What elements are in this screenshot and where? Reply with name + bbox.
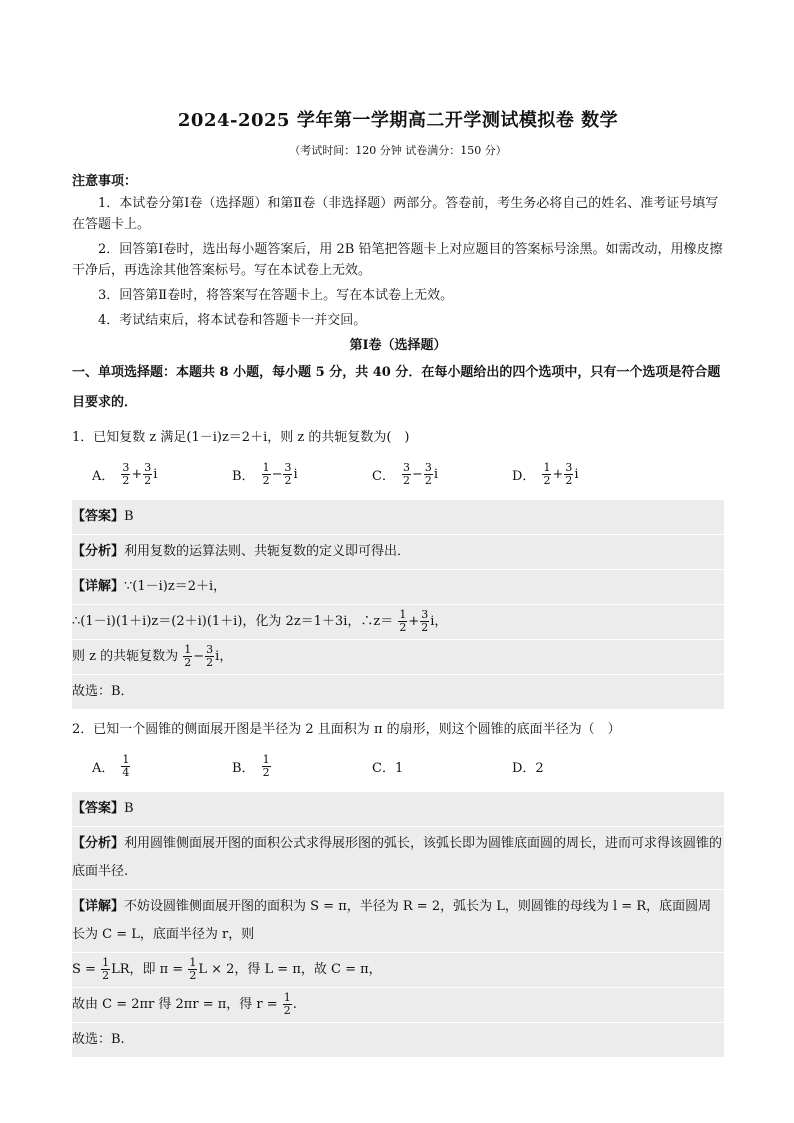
option-b: B． $\frac{1}{2}$ − $\frac{3}{2}$ i — [232, 460, 298, 487]
question-1-options — [92, 454, 724, 494]
conclusion-line: 故选：B. — [72, 1023, 724, 1058]
fraction: $\frac{3}{2}$ — [122, 460, 130, 487]
detail-line-3: 则 z 的共轭复数为 $\frac{1}{2}$ − $\frac{3}{2}$ i， — [72, 640, 724, 675]
fraction: $\frac{1}{2}$ — [262, 460, 270, 487]
option-a: A． $\frac{1}{4}$ — [92, 752, 130, 779]
fraction: $\frac{1}{2}$ — [262, 752, 270, 779]
page-title: 2024-2025 学年第一学期高二开学测试模拟卷 数学 — [177, 110, 619, 131]
detail-line-2: S = $\frac{1}{2}$ LR，即 π = $\frac{1}{2}$ L × 2，得 L = π，故 C = π， — [72, 953, 724, 988]
fraction: $\frac{1}{2}$ — [283, 991, 291, 1017]
notice-heading: 注意事项： — [72, 174, 138, 189]
fraction: $\frac{3}{2}$ — [206, 643, 214, 669]
question-2-options — [92, 746, 724, 786]
section-lead: 一、单项选择题： — [72, 365, 177, 380]
question-2-solution — [72, 792, 724, 1058]
analysis-line: 【分析】利用复数的运算法则、共轭复数的定义即可得出． — [72, 535, 724, 570]
option-d: D． $\frac{1}{2}$ + $\frac{3}{2}$ i — [512, 460, 579, 487]
exam-page — [72, 100, 724, 1058]
option-d: D．2 — [512, 760, 544, 776]
exam-info: （考试时间：120 分钟 试卷满分：150 分） — [289, 144, 507, 157]
fraction: $\frac{3}{2}$ — [284, 460, 292, 487]
detail-line-1: 【详解】不妨设圆锥侧面展开图的面积为 S = π，半径为 R = 2，弧长为 L，则圆锥的母线为 l = R，底面圆周长为 C = L，底面半径为 r，则 — [72, 890, 724, 953]
answer-line: 【答案】B — [72, 792, 724, 827]
question-2-stem: 2．已知一个圆锥的侧面展开图是半径为 2 且面积为 π 的扇形，则这个圆锥的底面半径为（ ） — [72, 722, 621, 737]
section-instructions — [72, 358, 724, 418]
section-text: 本题共 8 小题，每小题 5 分，共 40 分．在每小题给出的四个选项中，只有一个选项是符合题目要求的． — [72, 365, 721, 410]
notice-item-3: 3．回答第Ⅱ卷时，将答案写在答题卡上。写在本试卷上无效。 — [98, 288, 454, 303]
fraction: $\frac{3}{2}$ — [565, 460, 573, 487]
option-a: A． $\frac{3}{2}$ + $\frac{3}{2}$ i — [92, 460, 158, 487]
notice-item-1: 1．本试卷分第Ⅰ卷（选择题）和第Ⅱ卷（非选择题）两部分。答卷前，考生务必将自己的姓名、准考证号填写在答题卡上。 — [72, 196, 719, 232]
fraction: $\frac{3}{2}$ — [402, 460, 410, 487]
analysis-line: 【分析】利用圆锥侧面展开图的面积公式求得展形图的弧长，该弧长即为圆锥底面圆的周长，进而可求得该圆锥的底面半径. — [72, 827, 724, 890]
fraction: $\frac{1}{2}$ — [399, 608, 407, 634]
notice-item-2: 2．回答第Ⅰ卷时，选出每小题答案后，用 2B 铅笔把答题卡上对应题目的答案标号涂黑。如需改动，用橡皮擦干净后，再选涂其他答案标号。写在本试卷上无效。 — [72, 242, 723, 278]
detail-line-1: 【详解】∵(1－i)z＝2＋i， — [72, 570, 724, 605]
notice-item-4: 4．考试结束后，将本试卷和答题卡一并交回。 — [98, 313, 367, 328]
conclusion-line: 故选：B． — [72, 675, 724, 710]
fraction: $\frac{1}{2}$ — [543, 460, 551, 487]
option-c: C．1 — [372, 760, 404, 776]
detail-line-3: 故由 C = 2πr 得 2πr = π，得 r = $\frac{1}{2}$ . — [72, 988, 724, 1023]
fraction: $\frac{1}{4}$ — [122, 752, 130, 779]
fraction: $\frac{3}{2}$ — [424, 460, 432, 487]
fraction: $\frac{3}{2}$ — [144, 460, 152, 487]
option-c: C． $\frac{3}{2}$ − $\frac{3}{2}$ i — [372, 460, 439, 487]
option-b: B． $\frac{1}{2}$ — [232, 752, 270, 779]
answer-line: 【答案】B — [72, 500, 724, 535]
detail-line-2: ∴(1－i)(1＋i)z＝(2＋i)(1＋i)，化为 2z＝1＋3i，∴z＝ $\frac{1}{2}$ + $\frac{3}{2}$ i， — [72, 605, 724, 640]
fraction: $\frac{1}{2}$ — [189, 956, 197, 982]
question-1-solution — [72, 500, 724, 710]
question-1-stem: 1．已知复数 z 满足(1－i)z＝2＋i，则 z 的共轭复数为( ) — [72, 430, 410, 445]
part-title: 第Ⅰ卷（选择题） — [349, 338, 447, 353]
fraction: $\frac{3}{2}$ — [421, 608, 429, 634]
notice-section — [72, 170, 724, 331]
fraction: $\frac{1}{2}$ — [184, 643, 192, 669]
fraction: $\frac{1}{2}$ — [102, 956, 110, 982]
